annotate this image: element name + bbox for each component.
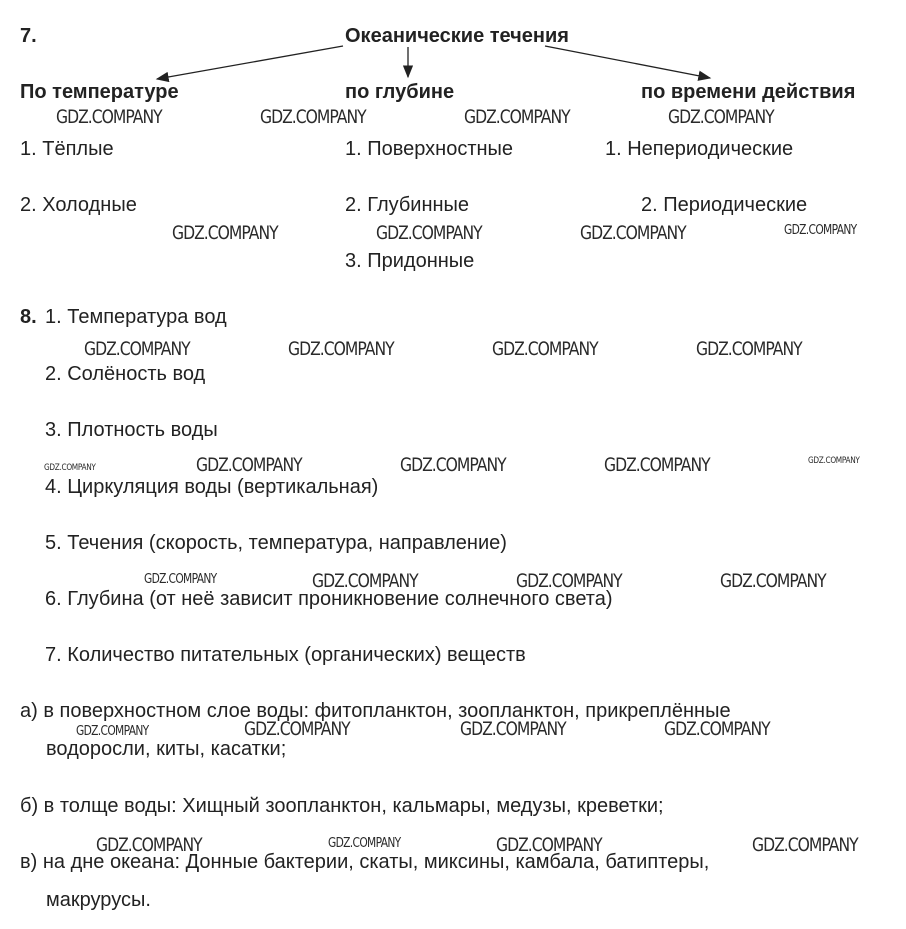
zone-ocean-floor-line1: в) на дне океана: Донные бактерии, скаты, миксины, камбала, батиптеры, [20, 851, 710, 873]
task-7-title: Океанические течения [345, 25, 569, 47]
watermark: GDZ.COMPANY [376, 222, 482, 244]
watermark: GDZ.COMPANY [84, 338, 190, 360]
factor-item: 1. Температура вод [45, 306, 227, 328]
watermark: GDZ.COMPANY [808, 456, 860, 466]
watermark: GDZ.COMPANY [460, 718, 566, 740]
zone-surface-line1: а) в поверхностном слое воды: фитопланктон, зоопланктон, прикреплённые [20, 700, 731, 722]
column-heading-depth: по глубине [345, 81, 455, 103]
watermark: GDZ.COMPANY [604, 454, 710, 476]
temperature-item: 1. Тёплые [20, 138, 114, 160]
watermark: GDZ.COMPANY [328, 836, 401, 851]
watermark: GDZ.COMPANY [196, 454, 302, 476]
task-7-number: 7. [20, 25, 37, 47]
arrow-to-temperature [157, 46, 343, 79]
watermark: GDZ.COMPANY [664, 718, 770, 740]
watermark: GDZ.COMPANY [260, 106, 366, 128]
factor-item: 7. Количество питательных (органических) веществ [45, 644, 526, 666]
depth-item: 2. Глубинные [345, 194, 470, 216]
duration-item: 2. Периодические [641, 194, 808, 216]
zone-surface-line2: водоросли, киты, касатки; [46, 738, 287, 760]
watermark: GDZ.COMPANY [464, 106, 570, 128]
task-8-number: 8. [20, 306, 37, 328]
factor-item: 6. Глубина (от неё зависит проникновение солнечного света) [45, 588, 613, 610]
watermark: GDZ.COMPANY [76, 724, 149, 739]
zone-ocean-floor-line2: макрурусы. [46, 889, 151, 911]
depth-item: 1. Поверхностные [345, 138, 514, 160]
watermark: GDZ.COMPANY [44, 463, 96, 473]
watermark: GDZ.COMPANY [144, 572, 217, 587]
watermark: GDZ.COMPANY [720, 570, 826, 592]
watermark: GDZ.COMPANY [752, 834, 858, 856]
watermark: GDZ.COMPANY [496, 834, 602, 856]
watermark: GDZ.COMPANY [288, 338, 394, 360]
watermark: GDZ.COMPANY [244, 718, 350, 740]
watermark: GDZ.COMPANY [516, 570, 622, 592]
factor-item: 3. Плотность воды [45, 419, 218, 441]
column-heading-duration: по времени действия [641, 81, 856, 103]
watermark: GDZ.COMPANY [56, 106, 162, 128]
watermark: GDZ.COMPANY [172, 222, 278, 244]
watermark: GDZ.COMPANY [400, 454, 506, 476]
watermark: GDZ.COMPANY [580, 222, 686, 244]
zone-water-column: б) в толще воды: Хищный зоопланктон, кальмары, медузы, креветки; [20, 795, 664, 817]
column-heading-temperature: По температуре [20, 81, 179, 103]
temperature-item: 2. Холодные [20, 194, 137, 216]
watermark: GDZ.COMPANY [492, 338, 598, 360]
watermark: GDZ.COMPANY [784, 223, 857, 238]
watermark: GDZ.COMPANY [696, 338, 802, 360]
factor-item: 2. Солёность вод [45, 363, 206, 385]
watermark: GDZ.COMPANY [668, 106, 774, 128]
arrow-to-duration [545, 46, 710, 78]
depth-item: 3. Придонные [345, 250, 475, 272]
factor-item: 5. Течения (скорость, температура, направление) [45, 532, 507, 554]
watermark: GDZ.COMPANY [96, 834, 202, 856]
watermark: GDZ.COMPANY [312, 570, 418, 592]
factor-item: 4. Циркуляция воды (вертикальная) [45, 476, 379, 498]
duration-item: 1. Непериодические [605, 138, 794, 160]
